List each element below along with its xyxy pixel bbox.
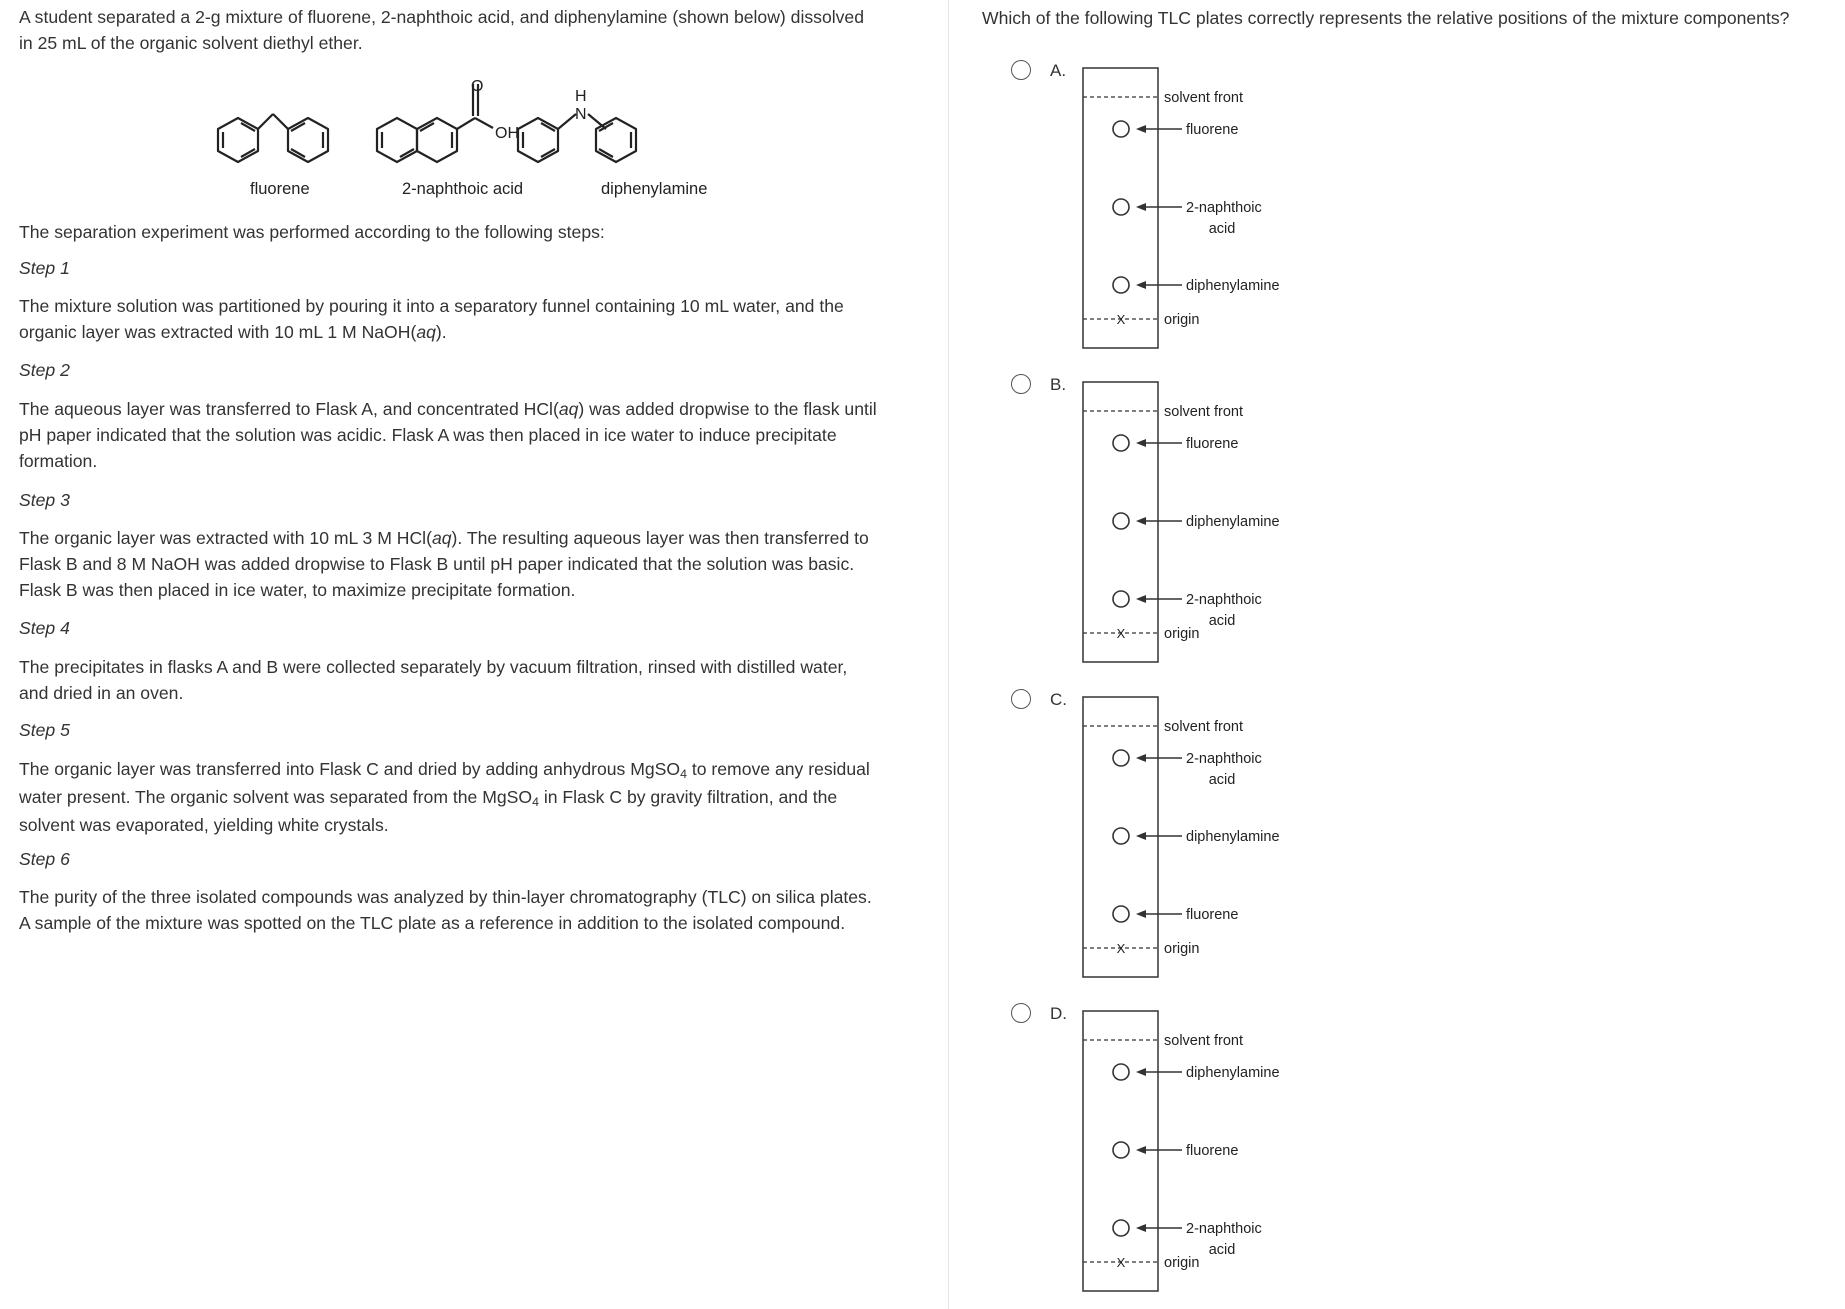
carbonyl-oxygen-label: O bbox=[471, 78, 484, 95]
spot-label: 2-naphthoic bbox=[1186, 592, 1262, 608]
step-6-title: Step 6 bbox=[19, 849, 70, 869]
origin-label: origin bbox=[1164, 1255, 1200, 1271]
option-d-radio[interactable] bbox=[1011, 1003, 1031, 1023]
spot-label: acid bbox=[1208, 613, 1236, 629]
origin-label: origin bbox=[1164, 626, 1200, 642]
step-6-text: The purity of the three isolated compounds was analyzed by thin-layer chromatography (TLC) on silica plates. A sample of the mixture was spotted on the TLC plate as a reference in addition to the isolated compound. bbox=[19, 887, 872, 933]
fluorene-structure bbox=[218, 114, 328, 162]
spot-label: acid bbox=[1208, 221, 1236, 237]
tlc-spot bbox=[1113, 277, 1129, 293]
tlc-spot bbox=[1113, 121, 1129, 137]
tlc-spot bbox=[1113, 1220, 1129, 1236]
spot-label: diphenylamine bbox=[1186, 829, 1280, 845]
origin-label: origin bbox=[1164, 312, 1200, 328]
origin-mark: X bbox=[1116, 941, 1126, 956]
tlc-spot bbox=[1113, 1064, 1129, 1080]
spot-label: 2-naphthoic bbox=[1186, 200, 1262, 216]
origin-mark: X bbox=[1116, 1255, 1126, 1270]
solvent-front-label: solvent front bbox=[1164, 719, 1243, 735]
tlc-plate bbox=[1064, 60, 1344, 350]
option-b[interactable] bbox=[949, 374, 1845, 674]
solvent-front-label: solvent front bbox=[1164, 1033, 1243, 1049]
intro-line-1: A student separated a 2-g mixture of fluorene, 2-naphthoic acid, and diphenylamine (shown below) dissolved bbox=[19, 7, 865, 27]
spot-label: diphenylamine bbox=[1186, 1065, 1280, 1081]
spot-label: diphenylamine bbox=[1186, 514, 1280, 530]
tlc-spot bbox=[1113, 906, 1129, 922]
tlc-plate bbox=[1064, 689, 1344, 979]
step-3-text: The organic layer was extracted with 10 mL 3 M HCl(aq). The resulting aqueous layer was then transferred to Flask B and 8 M NaOH was added dropwise to Flask B until pH paper indicated that the solution was basic. Flask B was then placed in ice water, to maximize precipitate formation. bbox=[19, 528, 869, 600]
amine-hydrogen-label: H bbox=[575, 88, 587, 105]
origin-mark: X bbox=[1116, 626, 1126, 641]
option-c[interactable] bbox=[949, 689, 1845, 989]
origin-label: origin bbox=[1164, 941, 1200, 957]
option-a-radio[interactable] bbox=[1011, 60, 1031, 80]
tlc-spot bbox=[1113, 1142, 1129, 1158]
tlc-spot bbox=[1113, 435, 1129, 451]
question-text: Which of the following TLC plates correctly represents the relative positions of the mixture components? bbox=[982, 8, 1790, 28]
option-d[interactable] bbox=[949, 1003, 1845, 1303]
naphthoic-acid-structure bbox=[377, 84, 493, 162]
diphenylamine-label: diphenylamine bbox=[601, 180, 708, 198]
step-4-title: Step 4 bbox=[19, 618, 70, 638]
solvent-front-label: solvent front bbox=[1164, 90, 1243, 106]
spot-label: acid bbox=[1208, 772, 1236, 788]
question-pane bbox=[948, 0, 1845, 1309]
solvent-front-label: solvent front bbox=[1164, 404, 1243, 420]
hydroxyl-label: OH bbox=[495, 125, 519, 142]
step-2-text: The aqueous layer was transferred to Flask A, and concentrated HCl(aq) was added dropwise to the flask until pH paper indicated that the solution was acidic. Flask A was then placed in ice water to induce precipitate formation. bbox=[19, 399, 877, 471]
tlc-spot bbox=[1113, 591, 1129, 607]
step-1-title: Step 1 bbox=[19, 258, 70, 278]
chemical-structures bbox=[210, 76, 750, 176]
tlc-spot bbox=[1113, 828, 1129, 844]
intro-text bbox=[19, 4, 929, 56]
fluorene-label: fluorene bbox=[250, 180, 310, 198]
origin-mark: X bbox=[1116, 312, 1126, 327]
naphthoic-acid-label: 2-naphthoic acid bbox=[402, 180, 524, 198]
spot-label: fluorene bbox=[1186, 907, 1239, 923]
spot-label: diphenylamine bbox=[1186, 278, 1280, 294]
tlc-spot bbox=[1113, 199, 1129, 215]
tlc-plate bbox=[1064, 1003, 1344, 1293]
tlc-spot bbox=[1113, 513, 1129, 529]
option-b-radio[interactable] bbox=[1011, 374, 1031, 394]
option-c-radio[interactable] bbox=[1011, 689, 1031, 709]
tlc-spot bbox=[1113, 750, 1129, 766]
procedure-intro: The separation experiment was performed according to the following steps: bbox=[19, 222, 605, 242]
option-letter: D. bbox=[1050, 1004, 1067, 1023]
option-letter: B. bbox=[1050, 375, 1067, 394]
spot-label: fluorene bbox=[1186, 436, 1239, 452]
step-1-text: The mixture solution was partitioned by pouring it into a separatory funnel containing 10 mL water, and the organic layer was extracted with 10 mL 1 M NaOH(aq). bbox=[19, 296, 844, 342]
amine-nitrogen-label: N bbox=[575, 106, 587, 123]
tlc-plate bbox=[1064, 374, 1344, 664]
option-letter: A. bbox=[1050, 61, 1067, 80]
option-letter: C. bbox=[1050, 690, 1067, 709]
intro-line-2: in 25 mL of the organic solvent diethyl ether. bbox=[19, 33, 363, 53]
step-2-title: Step 2 bbox=[19, 360, 70, 380]
option-a[interactable] bbox=[949, 60, 1845, 360]
spot-label: 2-naphthoic bbox=[1186, 751, 1262, 767]
step-4-text: The precipitates in flasks A and B were collected separately by vacuum filtration, rinsed with distilled water, and dried in an oven. bbox=[19, 657, 848, 703]
spot-label: fluorene bbox=[1186, 122, 1239, 138]
step-3-title: Step 3 bbox=[19, 490, 70, 510]
step-5-title: Step 5 bbox=[19, 720, 70, 740]
spot-label: 2-naphthoic bbox=[1186, 1221, 1262, 1237]
step-5-text: The organic layer was transferred into Flask C and dried by adding anhydrous MgSO4 to remove any residual water present. The organic solvent was separated from the MgSO4 in Flask C by gravity filtration, and the solvent was evaporated, yielding white crystals. bbox=[19, 759, 870, 835]
spot-label: acid bbox=[1208, 1242, 1236, 1258]
spot-label: fluorene bbox=[1186, 1143, 1239, 1159]
